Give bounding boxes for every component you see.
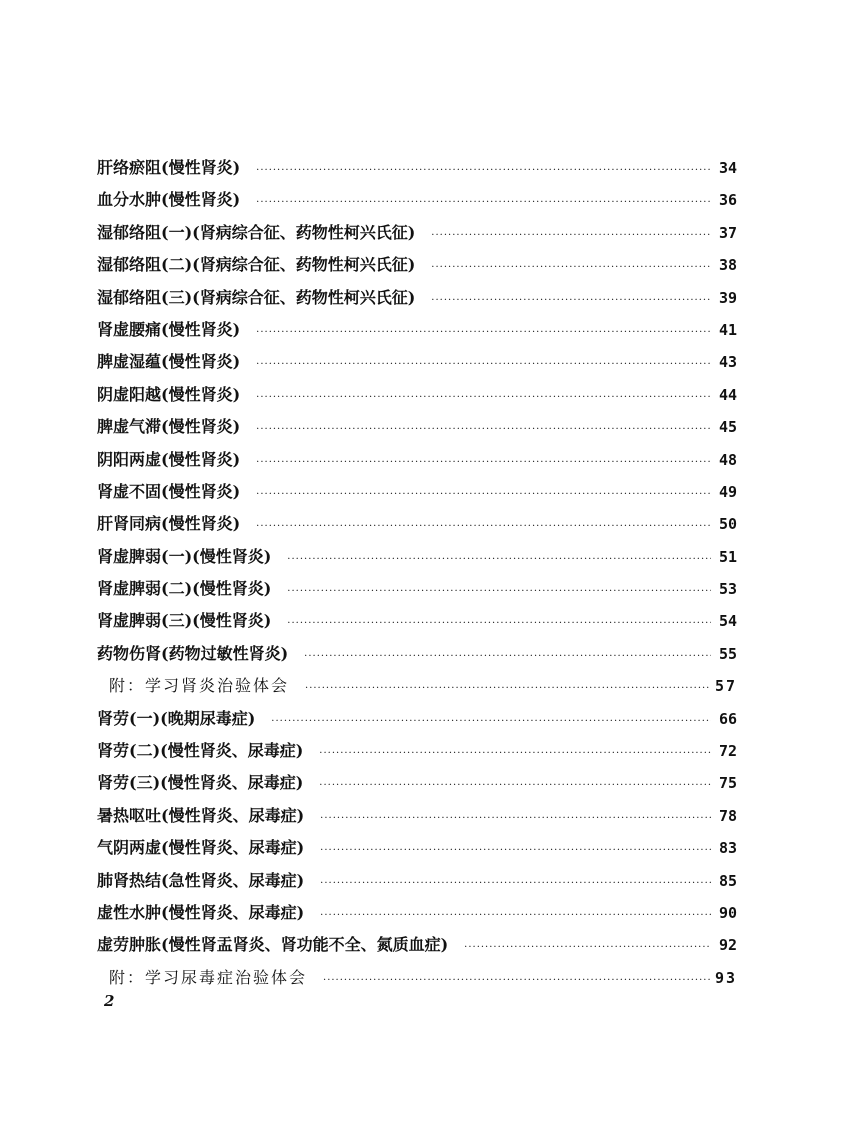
toc-entry xyxy=(97,644,737,676)
toc-entry-page: 93 xyxy=(714,968,737,987)
toc-entry xyxy=(97,158,737,190)
toc-entry-title: 脾虚湿蕴(慢性肾炎) xyxy=(97,352,241,372)
toc-entry xyxy=(97,450,737,482)
toc-entry xyxy=(97,579,737,611)
toc-entry-page: 75 xyxy=(718,774,737,793)
toc-entry-title: 肾虚不固(慢性肾炎) xyxy=(97,481,241,501)
toc-entry-page: 66 xyxy=(718,709,737,728)
toc-entry-title: 肝络瘀阻(慢性肾炎) xyxy=(97,158,241,177)
toc-entry-title: 湿郁络阻(一)(肾病综合征、药物性柯兴氏征) xyxy=(97,222,416,242)
toc-entry-title: 肾劳(三)(慢性肾炎、尿毒症) xyxy=(97,773,304,793)
toc-entry-title: 气阴两虚(慢性肾炎、尿毒症) xyxy=(97,838,305,858)
toc-entry-title: 附：学习肾炎治验体会 xyxy=(109,676,290,696)
toc-entry xyxy=(97,935,737,967)
toc-entry xyxy=(97,741,737,773)
toc-entry xyxy=(97,514,737,546)
dot-leader xyxy=(320,906,711,926)
dot-leader xyxy=(287,582,711,602)
toc-entry xyxy=(97,676,737,708)
toc-entry-page: 57 xyxy=(714,677,737,696)
toc-entry xyxy=(97,871,737,903)
dot-leader xyxy=(287,614,711,634)
dot-leader xyxy=(256,420,711,440)
toc-entry-title: 湿郁络阻(三)(肾病综合征、药物性柯兴氏征) xyxy=(97,287,416,307)
toc-entry-title: 肾虚脾弱(一)(慢性肾炎) xyxy=(97,546,272,566)
toc-entry-page: 48 xyxy=(718,450,737,469)
dot-leader xyxy=(320,874,711,894)
dot-leader xyxy=(256,485,711,505)
toc-entry-page: 54 xyxy=(718,612,737,631)
toc-entry-page: 49 xyxy=(718,482,737,501)
toc-entry-title: 阴虚阳越(慢性肾炎) xyxy=(97,384,241,404)
toc-entry xyxy=(97,385,737,417)
dot-leader xyxy=(431,226,711,246)
dot-leader xyxy=(305,679,711,699)
toc-entry xyxy=(97,611,737,643)
toc-entry-title: 湿郁络阻(二)(肾病综合征、药物性柯兴氏征) xyxy=(97,255,416,275)
dot-leader xyxy=(319,744,711,764)
toc-entry-page: 41 xyxy=(718,320,737,339)
toc-entry xyxy=(97,547,737,579)
toc-entry-page: 53 xyxy=(718,580,737,599)
toc-entry-page: 39 xyxy=(718,288,737,307)
dot-leader xyxy=(323,971,711,991)
dot-leader xyxy=(431,291,711,311)
toc-entry xyxy=(97,255,737,287)
toc-entry-title: 肾劳(二)(慢性肾炎、尿毒症) xyxy=(97,741,304,761)
toc-entry-title: 肺肾热结(急性肾炎、尿毒症) xyxy=(97,870,305,890)
toc-entry xyxy=(97,773,737,805)
toc-entry xyxy=(97,417,737,449)
toc-entry xyxy=(97,838,737,870)
dot-leader xyxy=(320,841,711,861)
toc-entry-title: 虚性水肿(慢性肾炎、尿毒症) xyxy=(97,902,305,922)
toc-entry-title: 附：学习尿毒症治验体会 xyxy=(109,967,308,987)
toc-entry xyxy=(97,352,737,384)
toc-entry-page: 83 xyxy=(718,839,737,858)
toc-entry xyxy=(97,223,737,255)
dot-leader xyxy=(271,712,711,732)
dot-leader xyxy=(256,323,711,343)
toc-entry-title: 脾虚气滞(慢性肾炎) xyxy=(97,417,241,437)
toc-entry-title: 肝肾同病(慢性肾炎) xyxy=(97,514,241,534)
toc-entry xyxy=(97,806,737,838)
dot-leader xyxy=(256,517,711,537)
toc-entry-page: 50 xyxy=(718,515,737,534)
dot-leader xyxy=(256,161,711,181)
dot-leader xyxy=(256,193,711,213)
dot-leader xyxy=(256,388,711,408)
toc-entry-page: 51 xyxy=(718,547,737,566)
toc-entry-title: 肾虚脾弱(二)(慢性肾炎) xyxy=(97,579,272,599)
toc-entry-title: 药物伤肾(药物过敏性肾炎) xyxy=(97,643,289,663)
toc-entry xyxy=(97,968,737,1000)
toc-entry-page: 72 xyxy=(718,742,737,761)
toc-entry-title: 虚劳肿胀(慢性肾盂肾炎、肾功能不全、氮质血症) xyxy=(97,935,449,955)
dot-leader xyxy=(256,355,711,375)
toc-entry xyxy=(97,482,737,514)
dot-leader xyxy=(431,258,711,278)
toc-entry-page: 90 xyxy=(718,903,737,922)
dot-leader xyxy=(464,938,711,958)
dot-leader xyxy=(256,453,711,473)
page-number: 2 xyxy=(104,992,115,1010)
toc-entry xyxy=(97,903,737,935)
toc-entry-page: 55 xyxy=(718,644,737,663)
dot-leader xyxy=(319,776,711,796)
toc-entry-title: 血分水肿(慢性肾炎) xyxy=(97,190,241,210)
toc-entry-page: 36 xyxy=(718,191,737,210)
toc-entry-page: 78 xyxy=(718,806,737,825)
toc-entry xyxy=(97,709,737,741)
toc-entry xyxy=(97,320,737,352)
toc-entry-page: 38 xyxy=(718,256,737,275)
toc-entry-page: 85 xyxy=(718,871,737,890)
toc-entry-page: 92 xyxy=(718,936,737,955)
dot-leader xyxy=(287,550,711,570)
toc-entry-page: 34 xyxy=(718,159,737,177)
toc-entry-title: 暑热呕吐(慢性肾炎、尿毒症) xyxy=(97,805,305,825)
toc-entry-page: 43 xyxy=(718,353,737,372)
toc-entry-page: 37 xyxy=(718,223,737,242)
dot-leader xyxy=(304,647,711,667)
toc-entry-title: 肾虚脾弱(三)(慢性肾炎) xyxy=(97,611,272,631)
toc-entry-title: 肾虚腰痛(慢性肾炎) xyxy=(97,319,241,339)
toc-entry-page: 45 xyxy=(718,418,737,437)
table-of-contents xyxy=(97,158,737,1000)
toc-entry-page: 44 xyxy=(718,385,737,404)
toc-entry xyxy=(97,190,737,222)
toc-entry xyxy=(97,288,737,320)
toc-entry-title: 肾劳(一)(晚期尿毒症) xyxy=(97,708,256,728)
dot-leader xyxy=(320,809,711,829)
toc-entry-title: 阴阳两虚(慢性肾炎) xyxy=(97,449,241,469)
